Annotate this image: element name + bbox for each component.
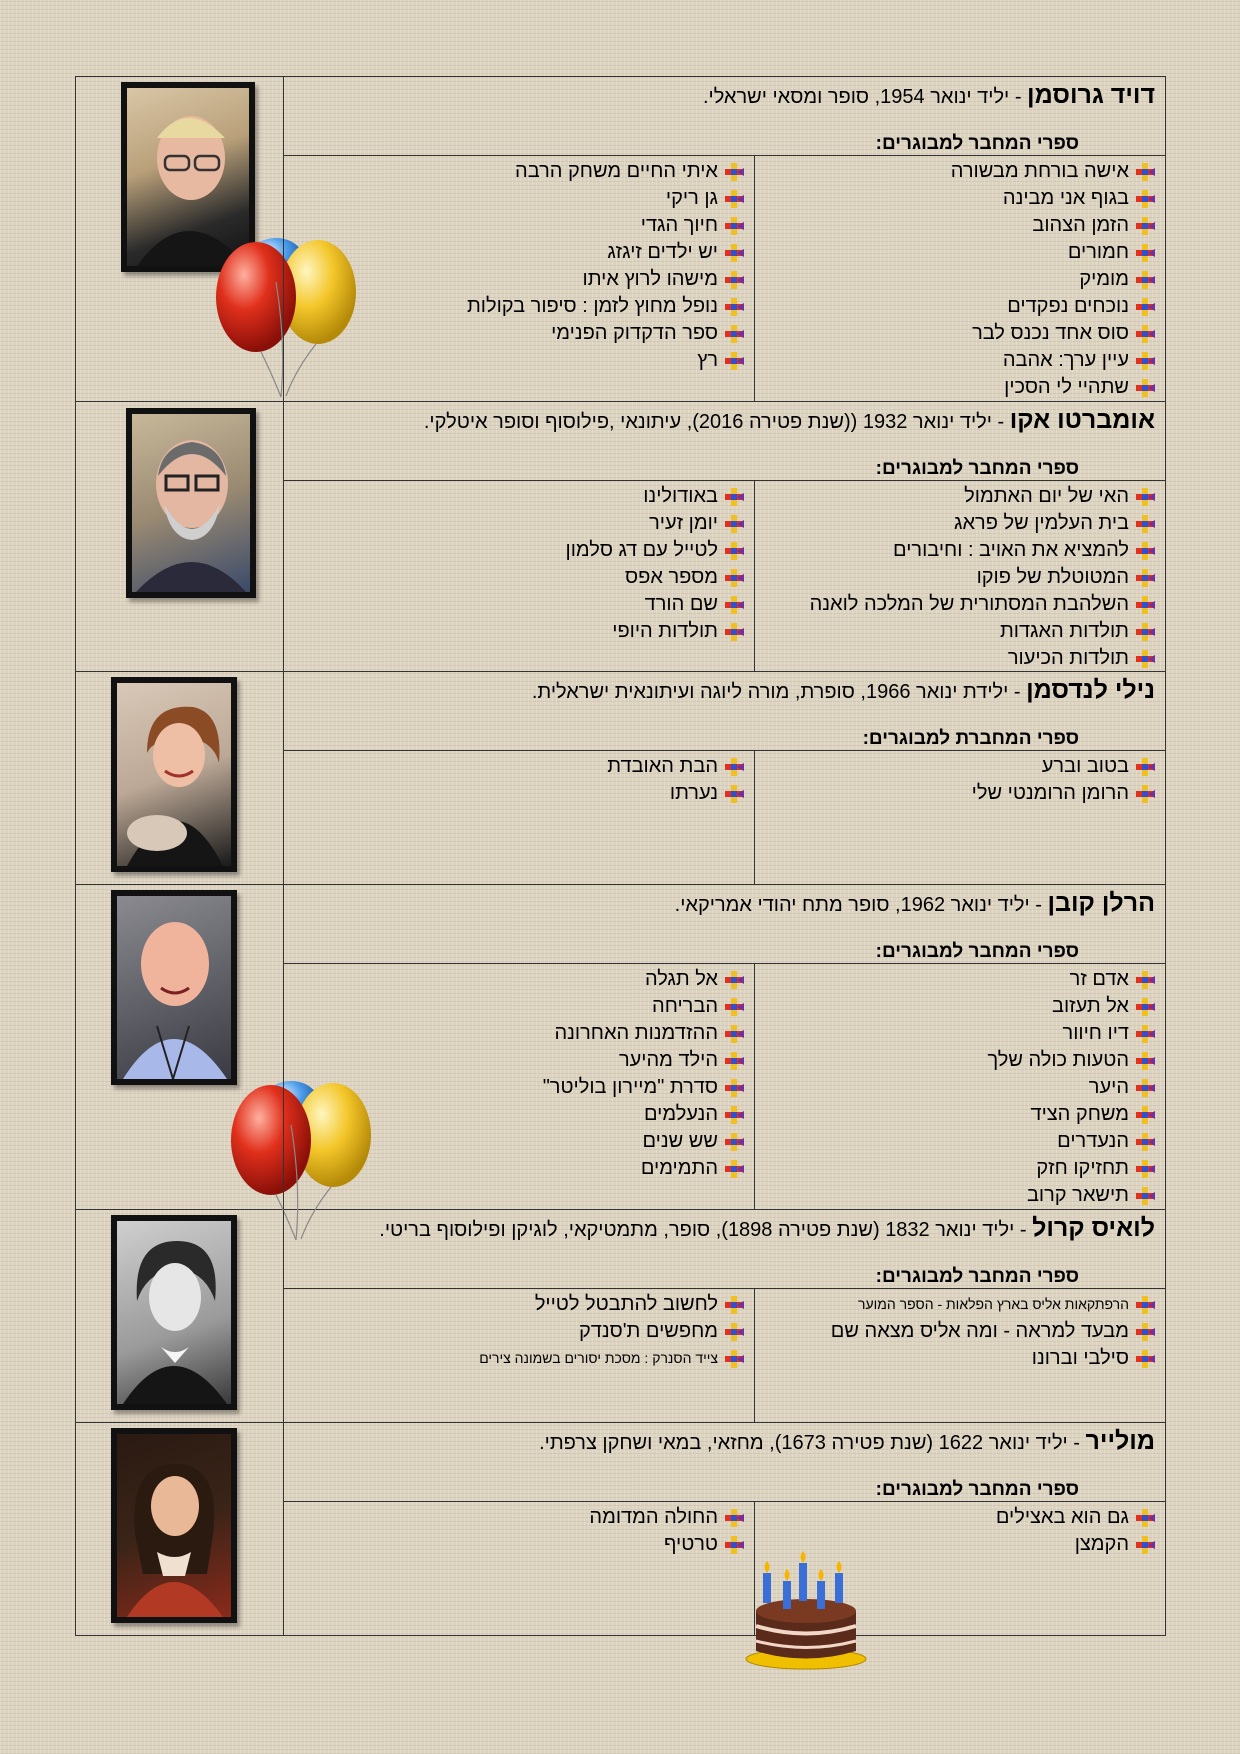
book-title: האי של יום האתמול [964, 485, 1129, 507]
author-bio-text: - יליד ינואר 1622 (שנת פטירה 1673), מחזאי, במאי ושחקן צרפתי. [539, 1432, 1086, 1454]
book-item [759, 753, 1155, 780]
book-title: התמימים [640, 1157, 718, 1179]
book-list [288, 966, 744, 1182]
pencil-bullet-icon [724, 757, 744, 777]
pencil-bullet-icon [1135, 1186, 1155, 1206]
book-item [288, 1128, 744, 1155]
pencil-bullet-icon [1135, 1159, 1155, 1179]
pencil-bullet-icon [724, 541, 744, 561]
book-title: שש שנים [642, 1130, 718, 1152]
book-title: יומן זעיר [649, 512, 718, 534]
pencil-bullet-icon [724, 1105, 744, 1125]
pencil-bullet-icon [1135, 1105, 1155, 1125]
pencil-bullet-icon [1135, 487, 1155, 507]
author-content [283, 77, 1165, 401]
book-title: אדם זר [1069, 968, 1129, 990]
book-item [759, 1318, 1155, 1345]
book-item [288, 212, 744, 239]
book-title: באודולינו [643, 485, 718, 507]
book-list [288, 1504, 744, 1558]
pencil-bullet-icon [724, 162, 744, 182]
author-content [283, 1423, 1165, 1635]
book-title: משחק הציד [1030, 1103, 1129, 1125]
author-bio-text: - יליד ינואר 1954, סופר ומסאי ישראלי. [702, 86, 1028, 108]
book-title: מספר אפס [625, 566, 718, 588]
author-name: דויד גרוסמן [1027, 81, 1155, 109]
book-title: מומיק [1079, 268, 1129, 290]
author-portrait [111, 1428, 237, 1623]
pencil-bullet-icon [724, 487, 744, 507]
book-item [288, 320, 744, 347]
books-grid [284, 1501, 1165, 1635]
books-column-left [284, 481, 755, 671]
book-item [759, 1504, 1155, 1531]
photo-cell [76, 672, 283, 884]
books-column-right [755, 964, 1165, 1209]
book-list [288, 158, 744, 374]
books-column-right [755, 1502, 1165, 1635]
pencil-bullet-icon [724, 1078, 744, 1098]
book-list [288, 483, 744, 645]
book-item [288, 158, 744, 185]
book-title: סדרת "מיירון בוליטר" [542, 1076, 718, 1098]
author-bio [294, 676, 1155, 705]
pencil-bullet-icon [1135, 297, 1155, 317]
pencil-bullet-icon [724, 568, 744, 588]
book-title: מחפשים ת'סנדק [578, 1320, 718, 1342]
book-item [759, 483, 1155, 510]
book-title: השלהבת המסתורית של המלכה לואנה [809, 593, 1129, 615]
book-title: לטייל עם דג סלמון [565, 539, 718, 561]
book-title: חיוך הגדי [640, 214, 718, 236]
book-item [759, 591, 1155, 618]
book-title: ספר הדקדוק הפנימי [551, 322, 718, 344]
book-title: הקמצן [1074, 1533, 1129, 1555]
book-item [759, 293, 1155, 320]
pencil-bullet-icon [724, 1159, 744, 1179]
books-heading: ספרי המחבר למבוגרים: [875, 458, 1079, 479]
book-title: נופל מחוץ לזמן : סיפור בקולות [466, 295, 718, 317]
book-item [288, 1291, 744, 1318]
book-title: ההזדמנות האחרונה [554, 1022, 718, 1044]
book-item [288, 347, 744, 374]
pencil-bullet-icon [724, 1024, 744, 1044]
pencil-bullet-icon [1135, 1024, 1155, 1044]
author-bio [294, 889, 1155, 918]
pencil-bullet-icon [724, 1535, 744, 1555]
pencil-bullet-icon [1135, 1322, 1155, 1342]
pencil-bullet-icon [724, 1349, 744, 1369]
books-column-right [755, 481, 1165, 671]
author-name: מולייר [1085, 1427, 1155, 1455]
book-title: טרטיף [663, 1533, 718, 1555]
photo-cell [76, 885, 283, 1209]
book-item [759, 320, 1155, 347]
pencil-bullet-icon [1135, 1295, 1155, 1315]
photo-cell [76, 1210, 283, 1422]
book-title: הילד מהיער [618, 1049, 718, 1071]
books-column-right [755, 156, 1165, 401]
book-title: להמציא את האויב : וחיבורים [893, 539, 1129, 561]
books-column-left [284, 1502, 755, 1635]
photo-cell [76, 1423, 283, 1635]
book-title: תולדות היופי [612, 620, 718, 642]
author-name: נילי לנדסמן [1026, 676, 1155, 704]
book-title: תולדות האגדות [999, 620, 1129, 642]
book-title: הבריחה [652, 995, 718, 1017]
photo-cell [76, 402, 283, 671]
author-bio-text: - יליד ינואר 1832 (שנת פטירה 1898), סופר, מתמטיקאי, לוגיקן ופילוסוף בריטי. [379, 1219, 1033, 1241]
author-content [283, 1210, 1165, 1422]
author-row [76, 77, 1165, 402]
book-title: תישאר קרוב [1026, 1184, 1129, 1206]
book-item [759, 510, 1155, 537]
author-bio-text: - יליד ינואר 1932 ((שנת פטירה 2016), עיתונאי ,פילוסוף וסופר איטלקי. [423, 411, 1010, 433]
books-heading: ספרי המחבר למבוגרים: [875, 1479, 1079, 1500]
book-item [759, 1020, 1155, 1047]
book-item [759, 1047, 1155, 1074]
pencil-bullet-icon [724, 997, 744, 1017]
books-column-left [284, 751, 755, 884]
photo-cell [76, 77, 283, 401]
book-title: מבעד למראה - ומה אליס מצאה שם [830, 1320, 1129, 1342]
pencil-bullet-icon [724, 216, 744, 236]
book-item [759, 1291, 1155, 1318]
book-title: הרומן הרומנטי שלי [971, 782, 1129, 804]
book-title: סוס אחד נכנס לבר [972, 322, 1129, 344]
pencil-bullet-icon [724, 297, 744, 317]
book-title: הזמן הצהוב [1032, 214, 1129, 236]
books-grid [284, 963, 1165, 1209]
book-item [759, 347, 1155, 374]
book-item [759, 966, 1155, 993]
pencil-bullet-icon [724, 970, 744, 990]
author-content [283, 672, 1165, 884]
book-item [288, 537, 744, 564]
pencil-bullet-icon [1135, 514, 1155, 534]
pencil-bullet-icon [1135, 568, 1155, 588]
book-item [759, 239, 1155, 266]
books-column-left [284, 964, 755, 1209]
books-column-left [284, 1289, 755, 1422]
book-title: סילבי וברונו [1031, 1347, 1129, 1369]
pencil-bullet-icon [1135, 351, 1155, 371]
author-row [76, 1210, 1165, 1423]
books-heading: ספרי המחבר למבוגרים: [875, 1266, 1079, 1287]
books-column-left [284, 156, 755, 401]
book-item [288, 1074, 744, 1101]
book-title: צייד הסנרק : מסכת יסורים בשמונה צירים [479, 1350, 718, 1366]
author-portrait [126, 408, 256, 598]
pencil-bullet-icon [724, 324, 744, 344]
book-list [759, 1504, 1155, 1558]
book-title: איתי החיים משחק הרבה [515, 160, 718, 182]
author-bio-text: - ילידת ינואר 1966, סופרת, מורה ליוגה ועיתונאית ישראלית. [531, 681, 1027, 703]
pencil-bullet-icon [1135, 1078, 1155, 1098]
book-title: הנעדרים [1057, 1130, 1129, 1152]
author-bio [294, 81, 1155, 110]
book-list [288, 1291, 744, 1372]
author-portrait [111, 677, 237, 872]
author-bio [294, 406, 1155, 435]
pencil-bullet-icon [724, 1322, 744, 1342]
book-item [288, 591, 744, 618]
pencil-bullet-icon [724, 1132, 744, 1152]
book-title: הטעות כולה שלך [987, 1049, 1129, 1071]
book-list [759, 483, 1155, 672]
pencil-bullet-icon [724, 1508, 744, 1528]
pencil-bullet-icon [1135, 784, 1155, 804]
book-item [288, 1020, 744, 1047]
book-list [759, 753, 1155, 807]
book-title: אישה בורחת מבשורה [950, 160, 1129, 182]
book-title: היער [1088, 1076, 1129, 1098]
pencil-bullet-icon [1135, 378, 1155, 398]
author-name: הרלן קובן [1047, 889, 1155, 917]
book-title: תולדות הכיעור [1007, 647, 1129, 669]
book-title: נערתו [669, 782, 718, 804]
book-item [759, 266, 1155, 293]
books-grid [284, 750, 1165, 884]
pencil-bullet-icon [1135, 997, 1155, 1017]
pencil-bullet-icon [724, 351, 744, 371]
book-item [288, 1345, 744, 1372]
pencil-bullet-icon [724, 622, 744, 642]
author-bio [294, 1427, 1155, 1456]
book-title: גן ריקי [665, 187, 718, 209]
book-item [759, 645, 1155, 672]
book-item [288, 1504, 744, 1531]
book-title: רץ [697, 349, 718, 371]
book-title: שתהיי לי הסכין [1004, 376, 1129, 398]
book-title: שם הורד [644, 593, 718, 615]
pencil-bullet-icon [1135, 1051, 1155, 1071]
book-item [288, 185, 744, 212]
books-column-right [755, 1289, 1165, 1422]
book-item [759, 374, 1155, 401]
author-bio-text: - יליד ינואר 1962, סופר מתח יהודי אמריקאי. [674, 894, 1048, 916]
pencil-bullet-icon [1135, 649, 1155, 669]
author-row [76, 1423, 1165, 1635]
author-row [76, 672, 1165, 885]
books-heading: ספרי המחברת למבוגרים: [862, 728, 1079, 749]
book-item [759, 618, 1155, 645]
book-item [759, 1345, 1155, 1372]
author-content [283, 402, 1165, 671]
book-title: דיו חיוור [1062, 1022, 1129, 1044]
pencil-bullet-icon [724, 1295, 744, 1315]
book-item [288, 1531, 744, 1558]
book-item [288, 1047, 744, 1074]
book-item [288, 1318, 744, 1345]
pencil-bullet-icon [1135, 162, 1155, 182]
pencil-bullet-icon [724, 514, 744, 534]
book-item [759, 1182, 1155, 1209]
book-title: לחשוב להתבטל לטייל [534, 1293, 718, 1315]
book-title: הרפתקאות אליס בארץ הפלאות - הספר המוער [857, 1296, 1129, 1312]
book-item [288, 1155, 744, 1182]
book-item [288, 1101, 744, 1128]
book-list [759, 158, 1155, 401]
book-list [759, 966, 1155, 1209]
authors-table [75, 76, 1166, 1636]
books-grid [284, 155, 1165, 401]
book-title: נוכחים נפקדים [1007, 295, 1129, 317]
book-title: בגוף אני מבינה [1002, 187, 1129, 209]
book-title: אל תעזוב [1052, 995, 1129, 1017]
book-item [288, 966, 744, 993]
book-item [288, 239, 744, 266]
book-item [288, 293, 744, 320]
book-item [288, 483, 744, 510]
pencil-bullet-icon [1135, 757, 1155, 777]
book-item [759, 1074, 1155, 1101]
pencil-bullet-icon [1135, 324, 1155, 344]
book-item [759, 780, 1155, 807]
pencil-bullet-icon [1135, 1349, 1155, 1369]
book-item [759, 1531, 1155, 1558]
pencil-bullet-icon [724, 243, 744, 263]
book-title: אל תגלה [644, 968, 718, 990]
book-item [759, 212, 1155, 239]
book-item [759, 537, 1155, 564]
book-item [759, 185, 1155, 212]
book-item [759, 1101, 1155, 1128]
pencil-bullet-icon [1135, 595, 1155, 615]
pencil-bullet-icon [724, 1051, 744, 1071]
pencil-bullet-icon [724, 270, 744, 290]
pencil-bullet-icon [1135, 216, 1155, 236]
book-title: חמורים [1067, 241, 1129, 263]
pencil-bullet-icon [724, 189, 744, 209]
book-item [759, 158, 1155, 185]
pencil-bullet-icon [1135, 1508, 1155, 1528]
book-list [288, 753, 744, 807]
pencil-bullet-icon [1135, 622, 1155, 642]
book-item [288, 266, 744, 293]
book-item [759, 993, 1155, 1020]
book-item [288, 564, 744, 591]
pencil-bullet-icon [724, 595, 744, 615]
books-grid [284, 1288, 1165, 1422]
book-title: בטוב וברע [1041, 755, 1129, 777]
author-portrait [111, 1215, 237, 1410]
author-bio [294, 1214, 1155, 1243]
pencil-bullet-icon [1135, 1132, 1155, 1152]
book-item [759, 1128, 1155, 1155]
book-item [759, 564, 1155, 591]
book-title: יש ילדים זיגזג [607, 241, 718, 263]
book-title: גם הוא באצילים [995, 1506, 1129, 1528]
author-row [76, 402, 1165, 672]
book-item [288, 510, 744, 537]
author-row [76, 885, 1165, 1210]
pencil-bullet-icon [1135, 243, 1155, 263]
book-title: הנעלמים [644, 1103, 718, 1125]
book-list [759, 1291, 1155, 1372]
pencil-bullet-icon [1135, 270, 1155, 290]
books-grid [284, 480, 1165, 671]
pencil-bullet-icon [1135, 970, 1155, 990]
book-title: מישהו לרוץ איתו [582, 268, 718, 290]
book-item [759, 1155, 1155, 1182]
author-name: אומברטו אקו [1009, 406, 1155, 434]
books-heading: ספרי המחבר למבוגרים: [875, 133, 1079, 154]
pencil-bullet-icon [724, 784, 744, 804]
author-name: לואיס קרול [1032, 1214, 1155, 1242]
book-title: עיין ערך: אהבה [1002, 349, 1129, 371]
book-title: המטוטלת של פוקו [976, 566, 1129, 588]
books-column-right [755, 751, 1165, 884]
book-title: תחזיקו חזק [1036, 1157, 1129, 1179]
pencil-bullet-icon [1135, 1535, 1155, 1555]
book-item [288, 780, 744, 807]
book-title: בית העלמין של פראג [954, 512, 1129, 534]
book-item [288, 753, 744, 780]
pencil-bullet-icon [1135, 541, 1155, 561]
author-portrait [111, 890, 237, 1085]
pencil-bullet-icon [1135, 189, 1155, 209]
author-content [283, 885, 1165, 1209]
book-item [288, 618, 744, 645]
books-heading: ספרי המחבר למבוגרים: [875, 941, 1079, 962]
book-title: החולה המדומה [589, 1506, 718, 1528]
book-title: הבת האובדת [607, 755, 718, 777]
book-item [288, 993, 744, 1020]
